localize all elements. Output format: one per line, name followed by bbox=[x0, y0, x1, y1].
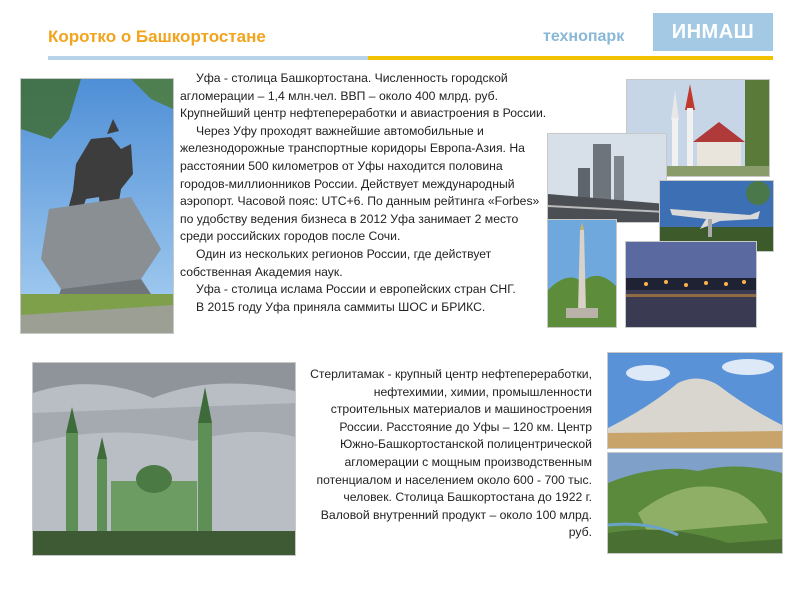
sterlitamak-paragraph: Стерлитамак - крупный центр нефтепереработки, нефтехимии, химии, промышленности строительных материалов и машиностроения России. Расстояние до Уфы – 120 км. Центр Южно-Башкортостанской полицентрической агломерации с мощным производственным потенциалом и населением около 600 - 700 тыс. человек. Столица Башкортостана до 1922 г. Валовой внутренний продукт – около 100 млрд. руб. bbox=[310, 367, 592, 540]
ufa-paragraph: Уфа - столица Башкортостана. Численность городской агломерации – 1,4 млн.чел. ВВП – около 400 млрд. руб. Крупнейший центр нефтепереработки и авиастроения в России. bbox=[180, 71, 547, 121]
ufa-paragraph: Через Уфу проходят важнейшие автомобильные и железнодорожные транспортные коридоры Европа-Азия. На расстоянии 500 километров от Уфы находится половина городов-миллионников России. Действует международный аэропорт. Часовой пояс: UTC+6. По данным рейтинга «Forbes» по удобству ведения бизнеса в 2012 Уфа занимает 2 место среди российских городов после Сочи. bbox=[180, 123, 540, 244]
header-technopark-label: технопарк bbox=[543, 28, 625, 45]
sterlitamak-description bbox=[302, 366, 592, 542]
ufa-paragraph: Один из нескольких регионов России, где действует собственная Академия наук. bbox=[180, 246, 492, 279]
aerial-mountain-photo bbox=[607, 452, 783, 554]
inmash-logo: ИНМАШ bbox=[653, 13, 773, 51]
sterlitamak-mosque-photo bbox=[32, 362, 296, 556]
ufa-paragraph: В 2015 году Уфа приняла саммиты ШОС и БРИКС. bbox=[196, 299, 486, 314]
monument-photo bbox=[20, 78, 174, 334]
ufa-paragraph: Уфа - столица ислама России и европейских стран СНГ. bbox=[196, 282, 516, 297]
header-title: Коротко о Башкортостане bbox=[48, 27, 266, 46]
header-divider-blue bbox=[48, 56, 368, 60]
shikhan-mountain-photo bbox=[607, 352, 783, 449]
night-river-photo bbox=[625, 241, 757, 328]
header-divider-yellow bbox=[368, 56, 773, 60]
ufa-description bbox=[180, 70, 548, 316]
monument-of-friendship-photo bbox=[547, 219, 617, 328]
refinery-photo bbox=[547, 133, 667, 223]
